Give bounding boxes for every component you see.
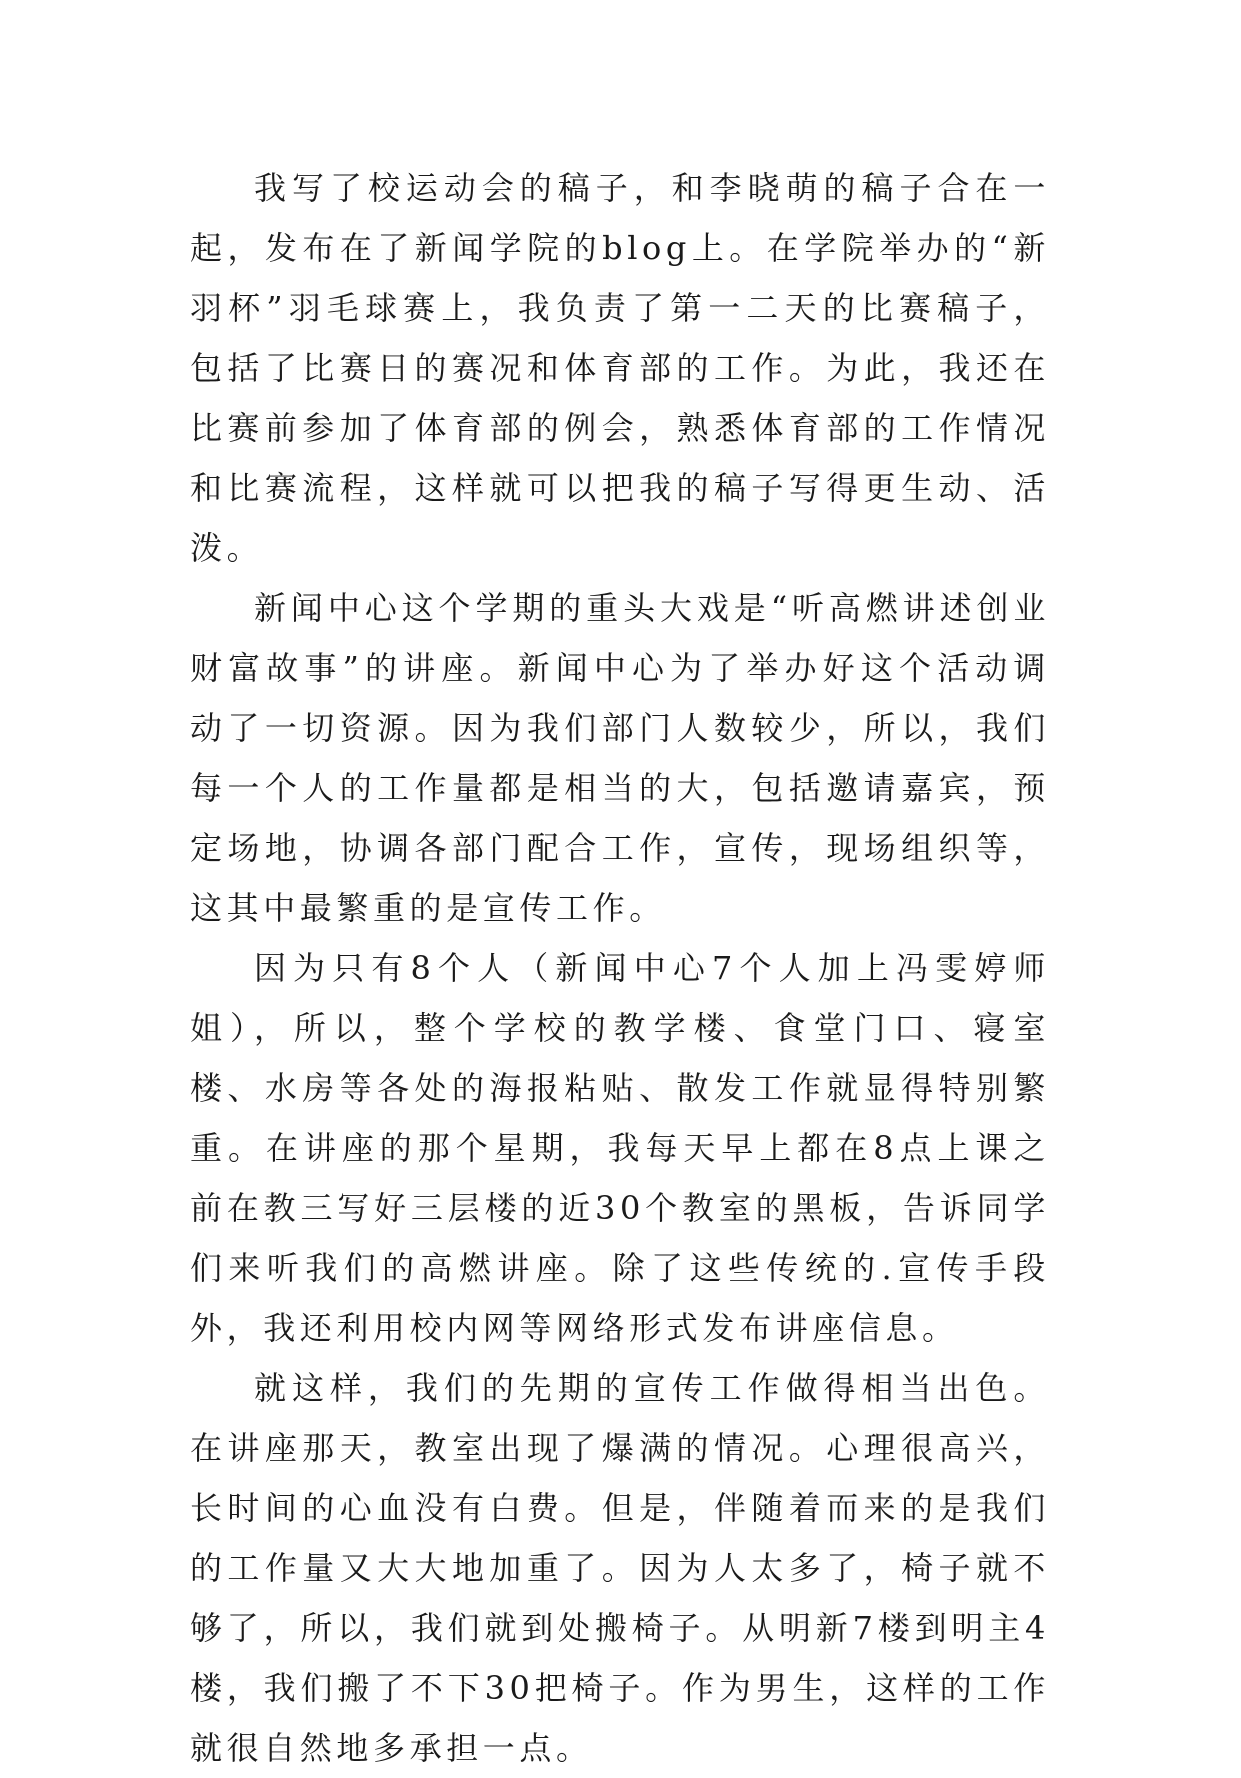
paragraph-lecture-event: 新闻中心这个学期的重头大戏是“听高燃讲述创业财富故事”的讲座。新闻中心为了举办好这个活动调动了一切资源。因为我们部门人数较少，所以，我们每一个人的工作量都是相当的大，包括邀请嘉宾，预定场地，协调各部门配合工作，宣传，现场组织等，这其中最繁重的是宣传工作。 bbox=[190, 589, 1050, 927]
paragraph-sports-articles: 我写了校运动会的稿子，和李晓萌的稿子合在一起，发布在了新闻学院的blog上。在学院举办的“新羽杯”羽毛球赛上，我负责了第一二天的比赛稿子，包括了比赛日的赛况和体育部的工作。为此，我还在比赛前参加了体育部的例会，熟悉体育部的工作情况和比赛流程，这样就可以把我的稿子写得更生动、活泼。 bbox=[190, 169, 1050, 567]
document-body bbox=[190, 158, 1050, 1778]
paragraph-promotion-work: 因为只有8个人（新闻中心7个人加上冯雯婷师姐），所以，整个学校的教学楼、食堂门口、寝室楼、水房等各处的海报粘贴、散发工作就显得特别繁重。在讲座的那个星期，我每天早上都在8点上课之前在教三写好三层楼的近30个教室的黑板，告诉同学们来听我们的高燃讲座。除了这些传统的.宣传手段外，我还利用校内网等网络形式发布讲座信息。 bbox=[190, 949, 1050, 1347]
paragraph-lecture-day: 就这样，我们的先期的宣传工作做得相当出色。在讲座那天，教室出现了爆满的情况。心理很高兴，长时间的心血没有白费。但是，伴随着而来的是我们的工作量又大大地加重了。因为人太多了，椅子就不够了，所以，我们就到处搬椅子。从明新7楼到明主4楼，我们搬了不下30把椅子。作为男生，这样的工作就很自然地多承担一点。 bbox=[190, 1369, 1050, 1767]
